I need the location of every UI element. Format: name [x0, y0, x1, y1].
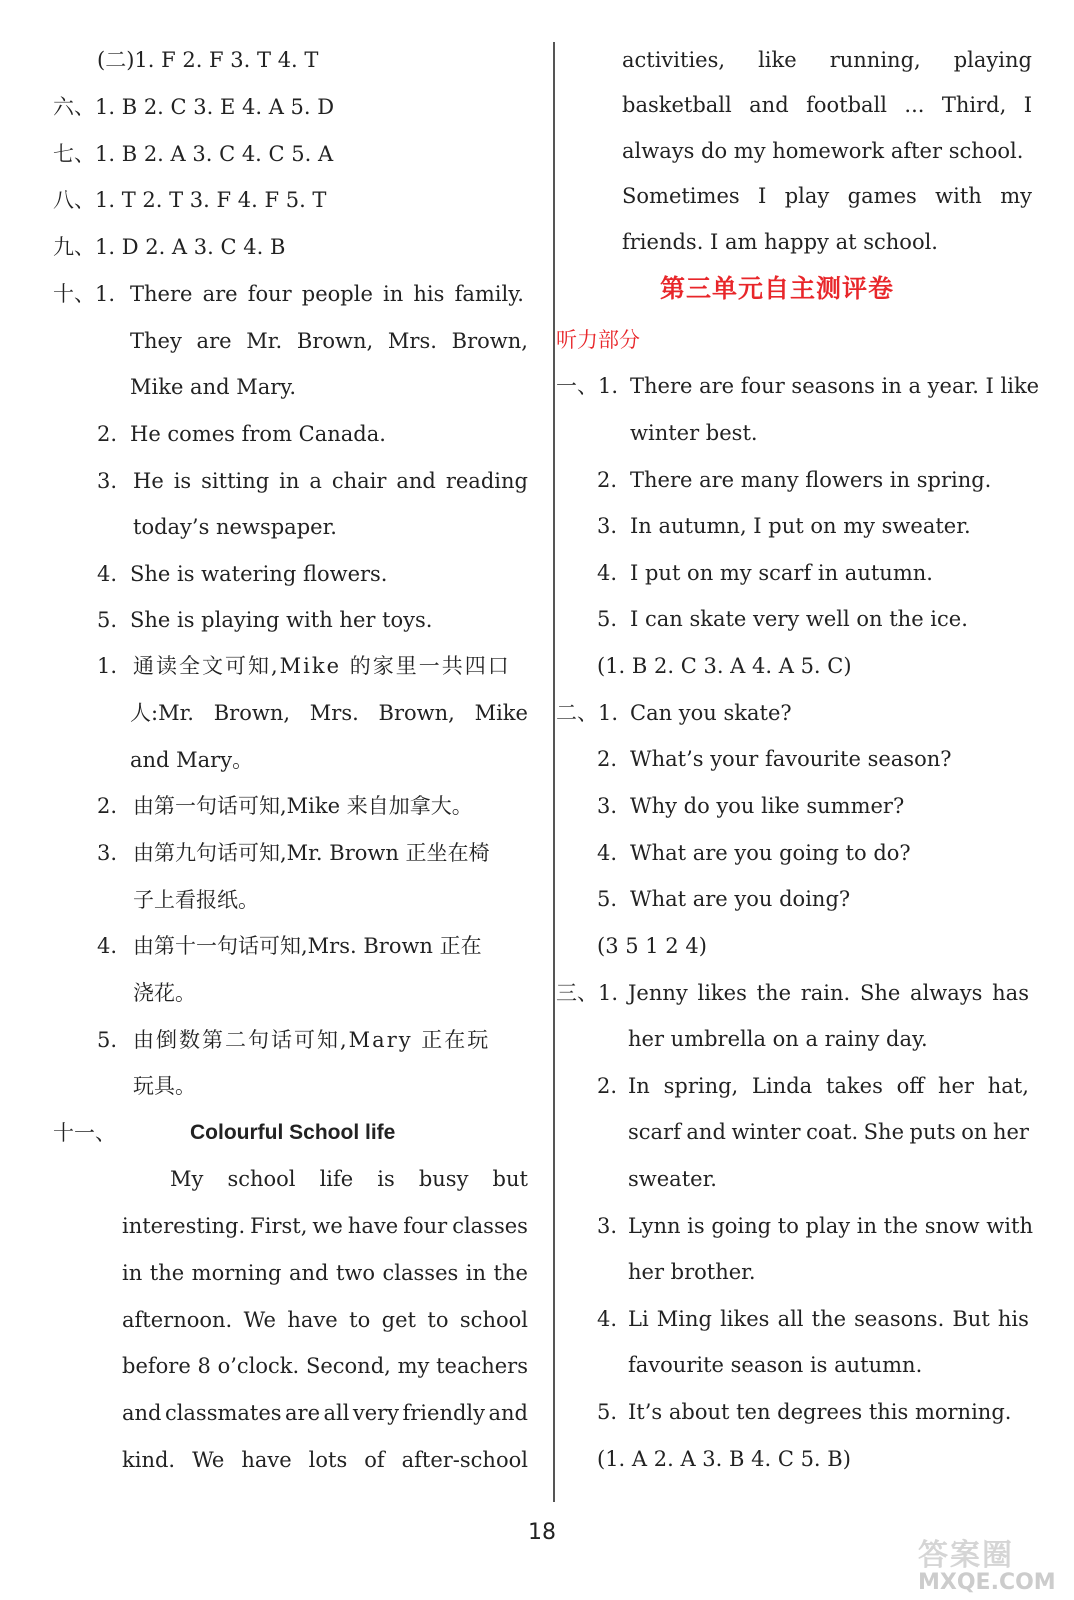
- item-number: 3.: [97, 469, 118, 493]
- word: of: [364, 1448, 385, 1472]
- text-line: She is playing with her toys.: [130, 608, 433, 632]
- word: has: [992, 981, 1029, 1005]
- text-line: sweater.: [628, 1167, 717, 1191]
- word: reading: [445, 469, 528, 493]
- word: My: [170, 1167, 204, 1191]
- word: Sometimes: [622, 184, 740, 208]
- word: and: [396, 469, 436, 493]
- word: are: [202, 282, 238, 306]
- word: But: [952, 1307, 990, 1331]
- item-number: 3.: [597, 1214, 618, 1238]
- word: a: [309, 469, 322, 493]
- item-number: 4.: [597, 561, 618, 585]
- word: They: [130, 329, 182, 353]
- word: in: [122, 1261, 143, 1285]
- item-number: 5.: [97, 608, 118, 632]
- text-line: [122, 1399, 528, 1427]
- word: Jenny: [628, 981, 688, 1005]
- word: She: [863, 1120, 905, 1144]
- word: running,: [829, 48, 921, 72]
- word: afternoon.: [122, 1308, 233, 1332]
- word: Linda: [752, 1074, 813, 1098]
- text-line: There are many flowers in spring.: [630, 468, 992, 492]
- word: seasons.: [854, 1307, 945, 1331]
- word: family.: [454, 282, 524, 306]
- answer-line: 六、1. B 2. C 3. E 4. A 5. D: [53, 95, 335, 119]
- word: classes: [452, 1214, 528, 1238]
- text-line: [622, 182, 1032, 210]
- answer-line: (1. B 2. C 3. A 4. A 5. C): [597, 654, 852, 678]
- text-line: Why do you like summer?: [630, 794, 905, 818]
- item-number: 二、1.: [556, 701, 619, 725]
- word: all: [323, 1401, 350, 1425]
- word: her: [992, 1120, 1029, 1144]
- word: we: [312, 1214, 343, 1238]
- text-line: [122, 1259, 528, 1287]
- text-line: There are four seasons in a year. I like: [630, 374, 1040, 398]
- word: with: [935, 184, 982, 208]
- word: in: [383, 282, 404, 306]
- text-line: always do my homework after school.: [622, 139, 1024, 163]
- word: all: [777, 1307, 804, 1331]
- text-line: favourite season is autumn.: [628, 1353, 923, 1377]
- word: my: [1000, 184, 1032, 208]
- item-number: 2.: [597, 468, 618, 492]
- word: scarf: [628, 1120, 681, 1144]
- text-line: I put on my scarf in autumn.: [630, 561, 933, 585]
- watermark-text: 答案圈: [918, 1538, 1014, 1573]
- word: school: [459, 1308, 528, 1332]
- word: always: [910, 981, 983, 1005]
- word: are: [196, 329, 232, 353]
- word: but: [492, 1167, 528, 1191]
- text-line: 由第一句话可知,Mike 来自加拿大。: [133, 794, 473, 818]
- word: takes: [825, 1074, 883, 1098]
- word: morning: [191, 1261, 282, 1285]
- item-number: 2.: [97, 794, 118, 818]
- word: First,: [250, 1214, 308, 1238]
- word: football: [806, 93, 887, 117]
- text-line: friends. I am happy at school.: [622, 230, 938, 254]
- text-line: 由倒数第二句话可知,Mary 正在玩: [133, 1028, 491, 1052]
- answer-line: 九、1. D 2. A 3. C 4. B: [53, 235, 286, 259]
- item-number: 5.: [597, 607, 618, 631]
- word: Brown,: [296, 329, 374, 353]
- answer-line: 八、1. T 2. T 3. F 4. F 5. T: [53, 188, 327, 212]
- word: my: [397, 1354, 430, 1378]
- word: are: [285, 1401, 321, 1425]
- word: winter: [731, 1120, 801, 1144]
- word: his: [413, 282, 445, 306]
- word: his: [997, 1307, 1029, 1331]
- word: school: [227, 1167, 296, 1191]
- word: basketball: [622, 93, 732, 117]
- word: is: [377, 1167, 395, 1191]
- word: Brown,: [451, 329, 528, 353]
- word: and: [749, 93, 789, 117]
- text-line: [622, 46, 1032, 74]
- word: Li: [628, 1307, 649, 1331]
- item-number: 5.: [597, 887, 618, 911]
- word: spring,: [663, 1074, 739, 1098]
- word: play: [784, 184, 830, 208]
- answer-line: (二)1. F 2. F 3. T 4. T: [97, 48, 319, 72]
- word: activities,: [622, 48, 726, 72]
- word: interesting.: [122, 1214, 246, 1238]
- word: chair: [331, 469, 387, 493]
- word: and: [122, 1401, 162, 1425]
- item-number: 十、1.: [53, 282, 116, 306]
- word: lots: [308, 1448, 348, 1472]
- word: kind.: [122, 1448, 176, 1472]
- word: Mike: [474, 701, 528, 725]
- essay-title: Colourful School life: [190, 1121, 396, 1144]
- unit-heading: 第三单元自主测评卷: [660, 274, 895, 303]
- text-line: He comes from Canada.: [130, 422, 386, 446]
- text-line: I can skate very well on the ice.: [630, 607, 968, 631]
- word: off: [896, 1074, 925, 1098]
- text-line: Mike and Mary.: [130, 375, 297, 399]
- word: Second,: [305, 1354, 391, 1378]
- word: games: [847, 184, 917, 208]
- item-number: 1.: [97, 654, 118, 678]
- item-number: 4.: [597, 1307, 618, 1331]
- text-line: [133, 467, 528, 495]
- item-number: 2.: [597, 747, 618, 771]
- word: I: [1023, 93, 1032, 117]
- word: like: [758, 48, 797, 72]
- word: puts: [909, 1120, 956, 1144]
- word: get: [381, 1308, 416, 1332]
- text-line: [628, 1118, 1029, 1146]
- text-line: [130, 327, 528, 355]
- item-number: 3.: [597, 794, 618, 818]
- word: in: [465, 1261, 487, 1285]
- word: likes: [697, 981, 747, 1005]
- item-number: 3.: [597, 514, 618, 538]
- word: have: [241, 1448, 292, 1472]
- answer-line: (3 5 1 2 4): [597, 934, 707, 958]
- item-number: 4.: [97, 562, 118, 586]
- item-number: 4.: [97, 934, 118, 958]
- word: four: [403, 1214, 448, 1238]
- text-line: [122, 1352, 528, 1380]
- text-line: [130, 280, 524, 308]
- word: In: [628, 1074, 650, 1098]
- word: and: [288, 1261, 329, 1285]
- word: o’clock.: [217, 1354, 300, 1378]
- text-line: [622, 91, 1032, 119]
- text-line: today’s newspaper.: [133, 515, 337, 539]
- item-number: 一、1.: [556, 374, 619, 398]
- word: Brown,: [213, 701, 291, 725]
- word: Brown,: [378, 701, 455, 725]
- word: hat,: [987, 1074, 1029, 1098]
- word: Mr.: [246, 329, 283, 353]
- word: the: [149, 1261, 185, 1285]
- word: to: [349, 1308, 371, 1332]
- word: sitting: [201, 469, 270, 493]
- word: She: [859, 981, 901, 1005]
- word: the: [493, 1261, 528, 1285]
- word: Ming: [656, 1307, 712, 1331]
- word: very: [352, 1401, 400, 1425]
- word: people: [301, 282, 373, 306]
- item-number: 5.: [97, 1028, 118, 1052]
- text-line: [170, 1165, 528, 1193]
- answer-line: (1. A 2. A 3. B 4. C 5. B): [597, 1447, 851, 1471]
- text-line: [122, 1212, 528, 1240]
- item-number: 3.: [97, 841, 118, 865]
- word: on: [961, 1120, 988, 1144]
- text-line: Lynn is going to play in the snow with: [628, 1214, 1033, 1238]
- word: classes: [382, 1261, 459, 1285]
- word: two: [335, 1261, 376, 1285]
- text-line: What are you going to do?: [630, 841, 911, 865]
- word: 人:Mr.: [130, 701, 194, 725]
- column-divider: [553, 42, 555, 1502]
- word: He: [133, 469, 164, 493]
- word: classmates: [164, 1401, 282, 1425]
- word: and: [488, 1401, 528, 1425]
- text-line: and Mary。: [130, 748, 254, 772]
- word: and: [686, 1120, 726, 1144]
- word: I: [758, 184, 767, 208]
- text-line: It’s about ten degrees this morning.: [628, 1400, 1012, 1424]
- item-number: 2.: [597, 1074, 618, 1098]
- word: likes: [720, 1307, 770, 1331]
- text-line: 通读全文可知,Mike 的家里一共四口: [133, 654, 511, 678]
- text-line: winter best.: [630, 421, 758, 445]
- word: teachers: [436, 1354, 528, 1378]
- word: Third,: [941, 93, 1007, 117]
- word: have: [287, 1308, 338, 1332]
- word: life: [319, 1167, 354, 1191]
- item-number: 2.: [97, 422, 118, 446]
- text-line: Can you skate?: [630, 701, 792, 725]
- word: friendly: [402, 1401, 485, 1425]
- text-line: 由第九句话可知,Mr. Brown 正坐在椅: [133, 841, 490, 865]
- text-line: [628, 1072, 1029, 1100]
- word: playing: [953, 48, 1032, 72]
- word: There: [130, 282, 193, 306]
- word: ...: [904, 93, 925, 117]
- text-line: 玩具。: [133, 1074, 196, 1098]
- word: We: [243, 1308, 276, 1332]
- word: Mrs.: [309, 701, 359, 725]
- text-line: What’s your favourite season?: [630, 747, 952, 771]
- text-line: her umbrella on a rainy day.: [628, 1027, 928, 1051]
- word: to: [427, 1308, 449, 1332]
- page-number: 18: [528, 1520, 556, 1545]
- watermark-logo: [918, 1530, 1068, 1595]
- text-line: [628, 1305, 1029, 1333]
- word: the: [811, 1307, 847, 1331]
- text-line: In autumn, I put on my sweater.: [630, 514, 971, 538]
- section-heading: 听力部分: [556, 328, 640, 352]
- text-line: her brother.: [628, 1260, 756, 1284]
- item-number: 十一、: [53, 1121, 116, 1145]
- word: before: [122, 1354, 191, 1378]
- item-number: 4.: [597, 841, 618, 865]
- word: is: [173, 469, 192, 493]
- text-line: [628, 979, 1029, 1007]
- text-line: [130, 699, 528, 727]
- word: rain.: [800, 981, 851, 1005]
- word: Mrs.: [387, 329, 437, 353]
- answer-line: 七、1. B 2. A 3. C 4. C 5. A: [53, 142, 334, 166]
- word: in: [279, 469, 300, 493]
- text-line: What are you doing?: [630, 887, 851, 911]
- word: coat.: [806, 1120, 859, 1144]
- text-line: [122, 1306, 528, 1334]
- word: her: [937, 1074, 974, 1098]
- text-line: 子上看报纸。: [133, 888, 259, 912]
- word: the: [756, 981, 792, 1005]
- text-line: 浇花。: [133, 981, 196, 1005]
- word: 8: [197, 1354, 211, 1378]
- item-number: 5.: [597, 1400, 618, 1424]
- item-number: 三、1.: [556, 981, 619, 1005]
- word: We: [192, 1448, 225, 1472]
- word: have: [347, 1214, 399, 1238]
- text-line: 由第十一句话可知,Mrs. Brown 正在: [133, 934, 482, 958]
- watermark-url: MXQE.COM: [918, 1570, 1056, 1595]
- word: busy: [418, 1167, 469, 1191]
- word: after-school: [401, 1448, 528, 1472]
- text-line: She is watering flowers.: [130, 562, 388, 586]
- text-line: [122, 1446, 528, 1474]
- word: four: [247, 282, 292, 306]
